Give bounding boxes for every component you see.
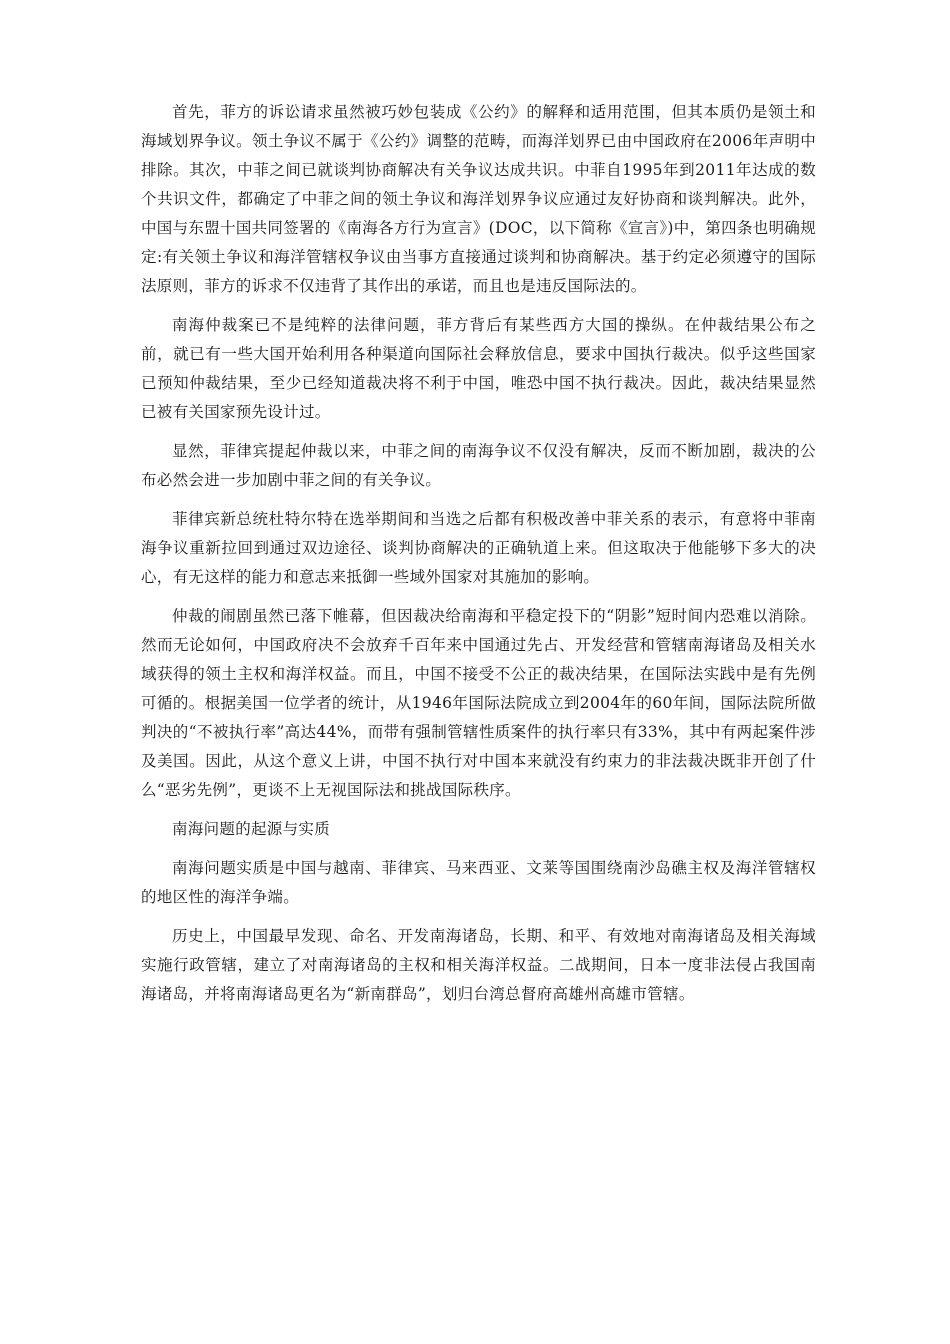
document-page	[141, 98, 816, 1019]
section-paragraph-2: 历史上，中国最早发现、命名、开发南海诸岛，长期、和平、有效地对南海诸岛及相关海域实施行政管辖，建立了对南海诸岛的主权和相关海洋权益。二战期间，日本一度非法侵占我国南海诸岛，并将南海诸岛更名为“新南群岛”，划归台湾总督府高雄州高雄市管辖。	[141, 927, 816, 1003]
paragraph-4: 菲律宾新总统杜特尔特在选举期间和当选之后都有积极改善中菲关系的表示，有意将中菲南海争议重新拉回到通过双边途径、谈判协商解决的正确轨道上来。但这取决于他能够下多大的决心，有无这样的能力和意志来抵御一些域外国家对其施加的影响。	[141, 510, 816, 586]
paragraph-2: 南海仲裁案已不是纯粹的法律问题，菲方背后有某些西方大国的操纵。在仲裁结果公布之前，就已有一些大国开始利用各种渠道向国际社会释放信息，要求中国执行裁决。似乎这些国家已预知仲裁结果，至少已经知道裁决将不利于中国，唯恐中国不执行裁决。因此，裁决结果显然已被有关国家预先设计过。	[141, 316, 816, 421]
paragraph-5: 仲裁的闹剧虽然已落下帷幕，但因裁决给南海和平稳定投下的“阴影”短时间内恐难以消除。然而无论如何，中国政府决不会放弃千百年来中国通过先占、开发经营和管辖南海诸岛及相关水域获得的领土主权和海洋权益。而且，中国不接受不公正的裁决结果，在国际法实践中是有先例可循的。根据美国一位学者的统计，从1946年国际法院成立到2004年的60年间，国际法院所做判决的“不被执行率”高达44%，而带有强制管辖性质案件的执行率只有33%，其中有两起案件涉及美国。因此，从这个意义上讲，中国不执行对中国本来就没有约束力的非法裁决既非开创了什么“恶劣先例”，更谈不上无视国际法和挑战国际秩序。	[141, 607, 816, 799]
paragraph-3: 显然，菲律宾提起仲裁以来，中菲之间的南海争议不仅没有解决，反而不断加剧，裁决的公布必然会进一步加剧中菲之间的有关争议。	[141, 442, 816, 489]
section-paragraph-1: 南海问题实质是中国与越南、菲律宾、马来西亚、文莱等国围绕南沙岛礁主权及海洋管辖权的地区性的海洋争端。	[141, 859, 816, 906]
paragraph-1: 首先，菲方的诉讼请求虽然被巧妙包装成《公约》的解释和适用范围，但其本质仍是领土和海域划界争议。领土争议不属于《公约》调整的范畴，而海洋划界已由中国政府在2006年声明中排除。其次，中菲之间已就谈判协商解决有关争议达成共识。中菲自1995年到2011年达成的数个共识文件，都确定了中菲之间的领土争议和海洋划界争议应通过友好协商和谈判解决。此外，中国与东盟十国共同签署的《南海各方行为宣言》(DOC，以下简称《宣言》)中，第四条也明确规定:有关领土争议和海洋管辖权争议由当事方直接通过谈判和协商解决。基于约定必须遵守的国际法原则，菲方的诉求不仅违背了其作出的承诺，而且也是违反国际法的。	[141, 103, 816, 295]
section-heading: 南海问题的起源与实质	[172, 820, 331, 838]
